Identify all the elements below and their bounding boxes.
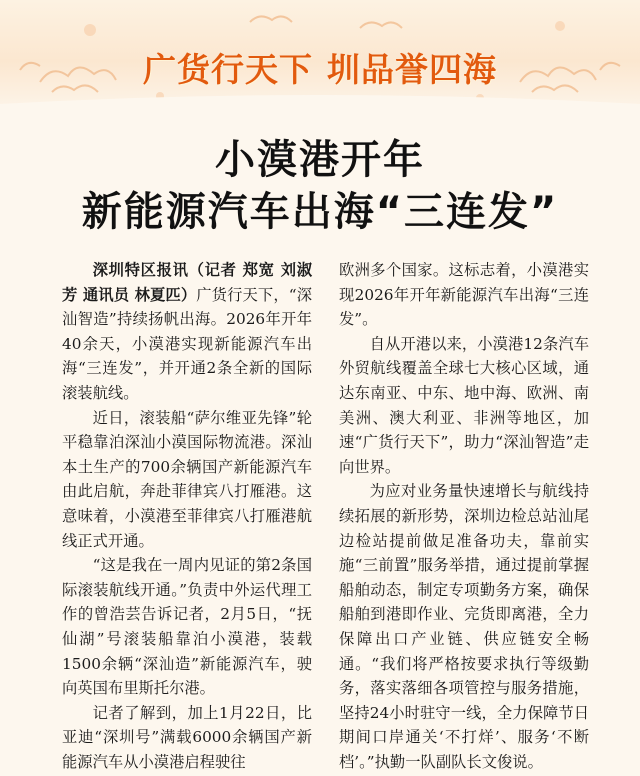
banner-title-part2: 圳品誉四海: [327, 50, 497, 89]
header-banner: [0, 0, 640, 112]
article-paragraph: 欧洲多个国家。这标志着，小漠港实现2026年开年新能源汽车出海“三连发”。: [339, 261, 589, 329]
headline-line1: 小漠港开年: [215, 137, 425, 183]
article-paragraph: 近日，滚装船“萨尔维亚先锋”轮平稳靠泊深汕小漠国际物流港。深汕本土生产的700余辆国产新能源汽车由此启航，奔赴菲律宾八打雁港。这意味着，小漠港至菲律宾八打雁港航线正式开通。: [62, 408, 312, 550]
article-paragraph: “这是我在一周内见证的第2条国际滚装航线开通。”负责中外运代理工作的曾浩芸告诉记者，2月5日，“抚仙湖”号滚装船靠泊小漠港，装载1500余辆“深汕造”新能源汽车，驶向英国布里斯托尔港。: [62, 556, 312, 698]
banner-title-part1: 广货行天下: [143, 50, 313, 89]
banner-title: [0, 44, 640, 91]
article-byline: 深圳特区报讯（记者 郑宽 刘淑芳 通讯员 林夏匹）: [62, 261, 312, 304]
article-paragraph: 自从开港以来，小漠港12条汽车外贸航线覆盖全球七大核心区域，通达东南亚、中东、地中海、欧洲、南美洲、澳大利亚、非洲等地区，加速“广货行天下”，助力“深汕智造”走向世界。: [339, 334, 589, 476]
article-paragraph: 记者了解到，加上1月22日，比亚迪“深圳号”满载6000余辆国产新能源汽车从小漠港启程驶往: [62, 703, 312, 771]
article-column-right: [339, 258, 589, 774]
headline-line2: 新能源汽车出海“三连发”: [81, 189, 559, 235]
article-paragraph: 为应对业务量快速增长与航线持续拓展的新形势，深圳边检总站汕尾边检站提前做足准备功夫，靠前实施“三前置”服务举措，通过提前掌握船舶动态，制定专项勤务方案，确保船舶到港即作业、完货即离港，全力保障出口产业链、供应链安全畅通。“我们将严格按要求执行等级勤务，落实落细各项管控与服务措施，坚持24小时驻守一线，全力保障节日期间口岸通关‘不打烊’、服务‘不断档’。”执勤一队副队长文俊说。: [339, 482, 589, 771]
article-column-left: [62, 258, 312, 774]
article-paragraph: [62, 258, 312, 406]
article-lead-text: 广货行天下，“深汕智造”持续扬帆出海。2026年开年40余天，小漠港实现新能源汽车出海“三连发”，并开通2条全新的国际滚装航线。: [62, 285, 312, 402]
